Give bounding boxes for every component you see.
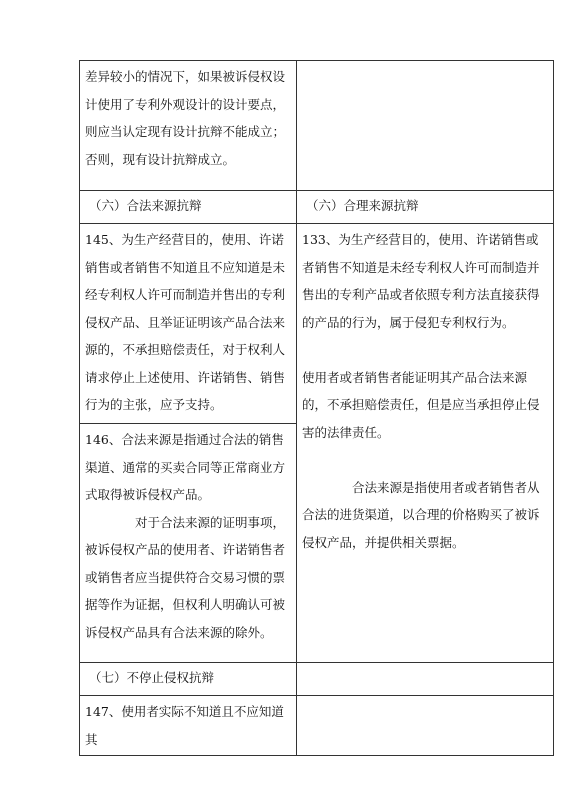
heading-text: （七）不停止侵权抗辩 [89,670,215,685]
section-heading-right [297,191,554,224]
heading-text: （六）合理来源抗辩 [306,198,419,213]
cell-text: 差异较小的情况下，如果被诉侵权设计使用了专利外观设计的设计要点，则应当认定现有设计抗辩不能成立；否则，现有设计抗辩成立。 [85,69,286,167]
cell-article-146 [80,424,297,663]
table-row [80,191,554,224]
table-row [80,663,554,696]
cell-article-133 [297,224,554,663]
cell-right-empty [297,61,554,191]
cell-left-continuation [80,61,297,191]
cell-article-147 [80,696,297,756]
article-text: 145、为生产经营目的，使用、许诺销售或者销售不知道且不应知道是未经专利权人许可而制造并售出的专利侵权产品、且举证证明该产品合法来源的，不承担赔偿责任，对于权利人请求停止上述使用、许诺销售、销售行为的主张，应予支持。 [85,232,286,412]
section-heading-left [80,191,297,224]
article-text: 对于合法来源的证明事项，被诉侵权产品的使用者、许诺销售者或销售者应当提供符合交易习惯的票据等作为证据，但权利人明确认可被诉侵权产品具有合法来源的除外。 [85,514,286,640]
comparison-table [79,60,554,756]
article-text: 合法来源是指使用者或者销售者从合法的进货渠道，以合理的价格购买了被诉侵权产品，并提供相关票据。 [302,479,540,550]
cell-right-empty [297,663,554,696]
paragraph-gap [302,446,548,474]
table-row [80,61,554,191]
cell-right-empty [297,696,554,756]
article-text: 使用者或者销售者能证明其产品合法来源的，不承担赔偿责任，但是应当承担停止侵害的法律责任。 [302,369,540,440]
section-heading-left [80,663,297,696]
table-row [80,224,554,424]
article-text: 133、为生产经营目的，使用、许诺销售或者销售不知道是未经专利权人许可而制造并售出的专利产品或者依照专利方法直接获得的产品的行为，属于侵犯专利权行为。 [302,232,540,330]
heading-text: （六）合法来源抗辩 [89,198,202,213]
article-text: 146、合法来源是指通过合法的销售渠道、通常的买卖合同等正常商业方式取得被诉侵权产品。 [85,432,286,502]
paragraph-gap [302,336,548,364]
article-text: 147、使用者实际不知道且不应知道其 [85,704,284,747]
table-row [80,696,554,756]
cell-article-145 [80,224,297,424]
